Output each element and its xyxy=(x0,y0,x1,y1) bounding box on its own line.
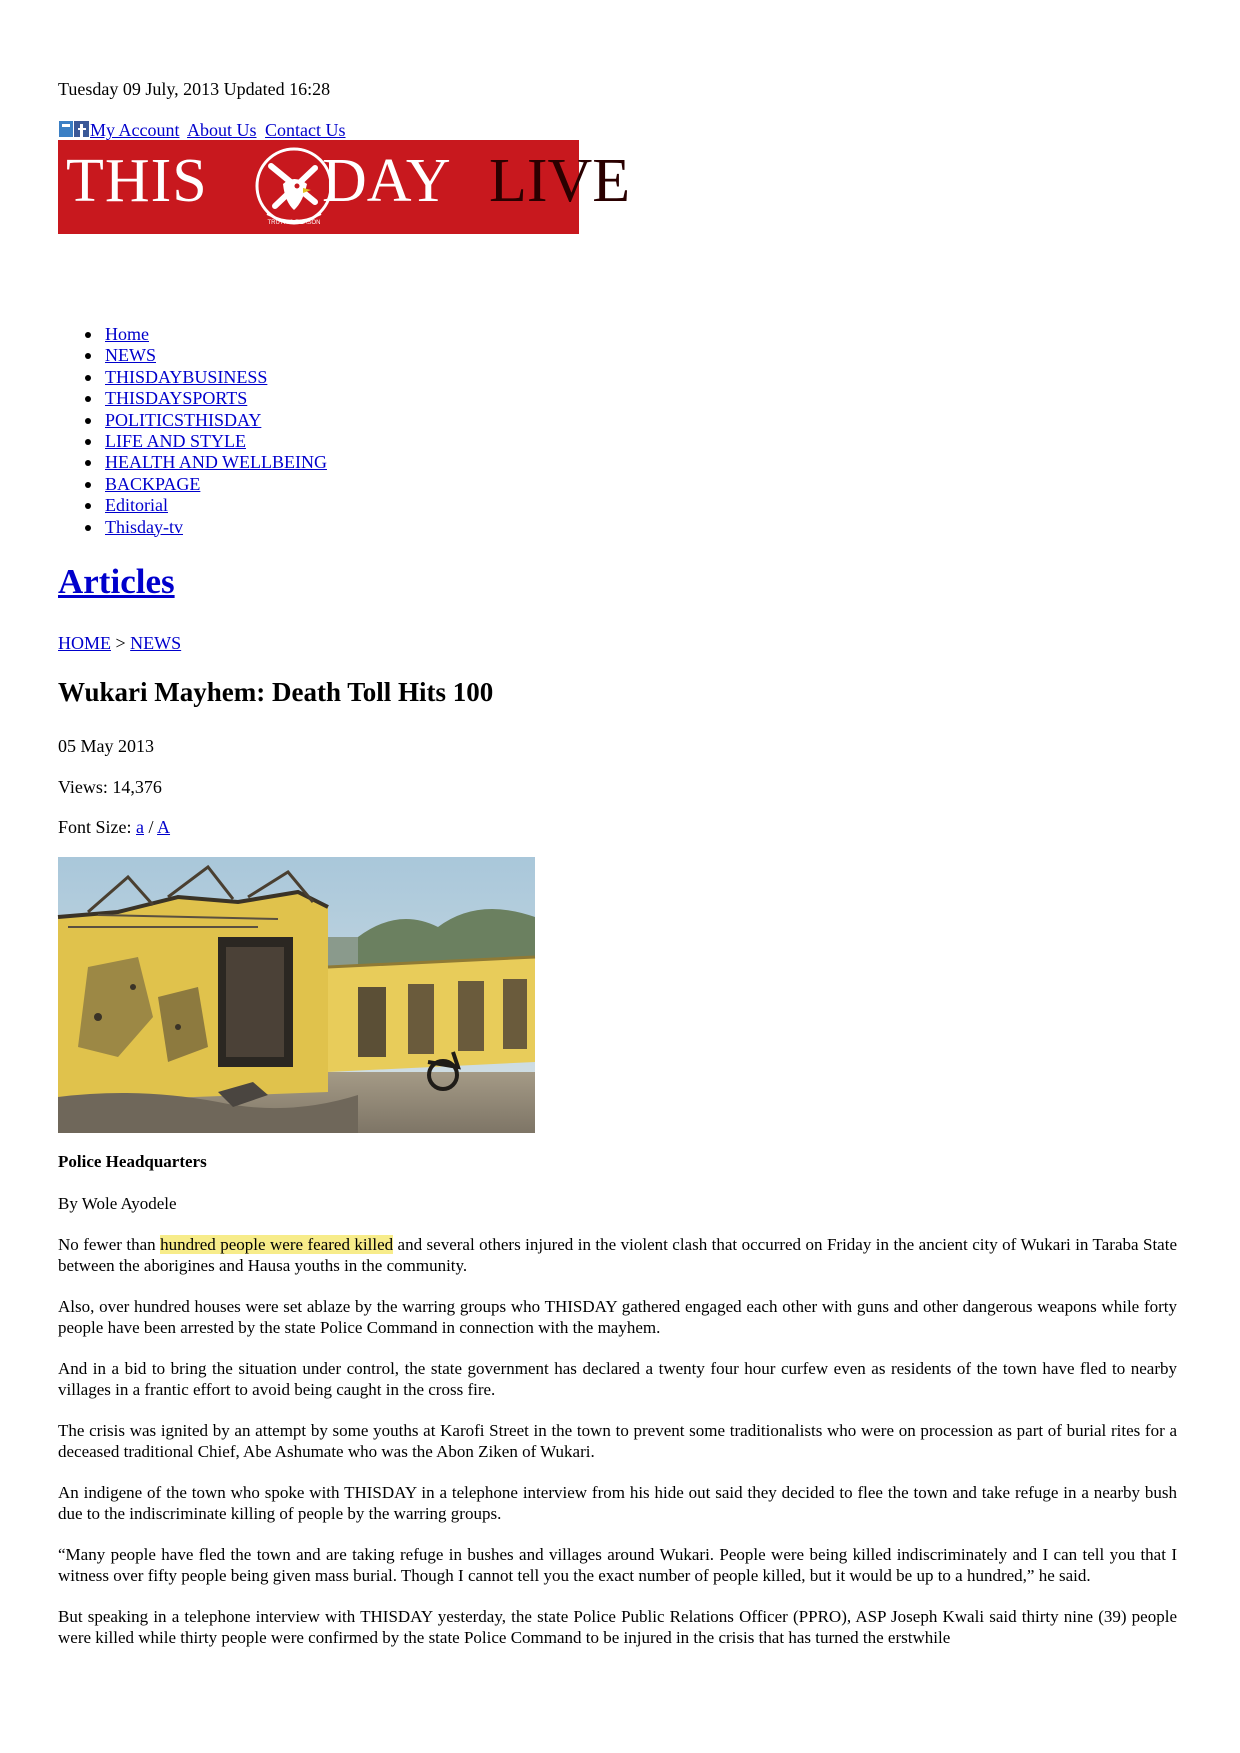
nav-link-news[interactable]: NEWS xyxy=(105,345,156,366)
breadcrumb-home-link[interactable]: HOME xyxy=(58,633,111,653)
article-byline: By Wole Ayodele xyxy=(58,1194,177,1213)
logo-this-text: THIS xyxy=(66,147,208,215)
top-links-bar xyxy=(58,120,350,141)
my-account-link[interactable]: My Account xyxy=(90,120,180,140)
font-size-control xyxy=(58,817,170,838)
highlighted-text: hundred people were feared killed xyxy=(160,1235,394,1254)
about-us-link[interactable]: About Us xyxy=(187,120,257,140)
nav-item-thisday-tv xyxy=(58,517,327,538)
nav-item-politics xyxy=(58,410,327,431)
paragraph-text: and several others injured in the violent clash that occurred on Friday in the ancient city of Wukari in Taraba State between the aborigines and Hausa youths in the community. xyxy=(58,1235,1177,1275)
nav-link-home[interactable]: Home xyxy=(105,324,149,344)
nav-item-news xyxy=(58,345,327,366)
font-size-label: Font Size: xyxy=(58,817,137,837)
article-paragraph: But speaking in a telephone interview with THISDAY yesterday, the state Police Public Relations Officer (PPRO), ASP Joseph Kwali said thirty nine (39) people were killed while thirty people were confirmed by the state Police Command to be injured in the crisis that has turned the erstwhile xyxy=(58,1607,1177,1647)
main-nav xyxy=(58,324,327,538)
nav-link-sports[interactable]: THISDAYSPORTS xyxy=(105,388,248,409)
article-views: Views: 14,376 xyxy=(58,777,162,797)
nav-item-sports xyxy=(58,388,327,409)
article-date: 05 May 2013 xyxy=(58,736,154,756)
font-size-large-link[interactable]: A xyxy=(157,817,171,837)
article-paragraph: The crisis was ignited by an attempt by some youths at Karofi Street in the town to prevent some traditionalists who were on procession as part of burial rites for a deceased traditional Chief, Abe Ashumate who was the Abon Ziken of Wukari. xyxy=(58,1421,1177,1461)
nav-link-backpage[interactable]: BACKPAGE xyxy=(105,473,201,494)
article-paragraph: An indigene of the town who spoke with THISDAY in a telephone interview from his hide out said they decided to flee the town and take refuge in a nearby bush due to the indiscriminate killing of people by the warring groups. xyxy=(58,1483,1177,1523)
article-paragraph: “Many people have fled the town and are taking refuge in bushes and villages around Wukari. People were being killed indiscriminately and I can tell you that I witness over fifty people being given mass burial. Though I cannot tell you the exact number of people killed, but it would be up to a hundred,” he said. xyxy=(58,1545,1177,1585)
nav-link-health[interactable]: HEALTH AND WELLBEING xyxy=(105,452,327,473)
nav-item-business xyxy=(58,367,327,388)
nav-link-thisday-tv[interactable]: Thisday-tv xyxy=(105,516,183,537)
font-size-small-link[interactable]: a xyxy=(136,817,145,837)
articles-section-link[interactable]: Articles xyxy=(58,562,175,601)
logo-day-text: DAY xyxy=(322,147,451,215)
breadcrumb-separator: > xyxy=(111,633,131,653)
nav-item-editorial xyxy=(58,495,327,516)
article-title: Wukari Mayhem: Death Toll Hits 100 xyxy=(58,677,494,707)
nav-item-life-style xyxy=(58,431,327,452)
twitter-facebook-icon xyxy=(58,120,90,138)
nav-link-life-style[interactable]: LIFE AND STYLE xyxy=(105,430,246,451)
logo-live-text: LIVE xyxy=(489,147,631,215)
font-size-separator: / xyxy=(144,817,158,837)
social-icons[interactable] xyxy=(58,120,90,138)
nav-item-health xyxy=(58,452,327,473)
breadcrumb xyxy=(58,633,181,654)
nav-link-business[interactable]: THISDAYBUSINESS xyxy=(105,366,268,387)
burnt-building-image xyxy=(58,857,535,1133)
nav-item-home xyxy=(58,324,327,345)
article-paragraph xyxy=(58,1234,1177,1276)
paragraph-text: No fewer than xyxy=(58,1235,161,1254)
date-updated-line: Tuesday 09 July, 2013 Updated 16:28 xyxy=(58,79,331,99)
breadcrumb-news-link[interactable]: NEWS xyxy=(130,633,182,653)
thisday-live-logo[interactable] xyxy=(58,140,631,234)
logo-motto-text: TRUTH & REASON xyxy=(267,220,321,226)
article-paragraph: Also, over hundred houses were set ablaze by the warring groups who THISDAY gathered engaged each other with guns and other dangerous weapons while forty people have been arrested by the state Police Command in connection with the mayhem. xyxy=(58,1297,1177,1337)
article-body xyxy=(58,1234,1177,1668)
nav-item-backpage xyxy=(58,474,327,495)
contact-us-link[interactable]: Contact Us xyxy=(265,120,346,140)
article-paragraph: And in a bid to bring the situation under control, the state government has declared a twenty four hour curfew even as residents of the town have fled to nearby villages in a frantic effort to avoid being caught in the cross fire. xyxy=(58,1359,1177,1399)
photo-caption: Police Headquarters xyxy=(58,1152,207,1171)
nav-link-politics[interactable]: POLITICSTHISDAY xyxy=(105,409,262,430)
article-photo xyxy=(58,857,535,1133)
nav-link-editorial[interactable]: Editorial xyxy=(105,495,168,516)
